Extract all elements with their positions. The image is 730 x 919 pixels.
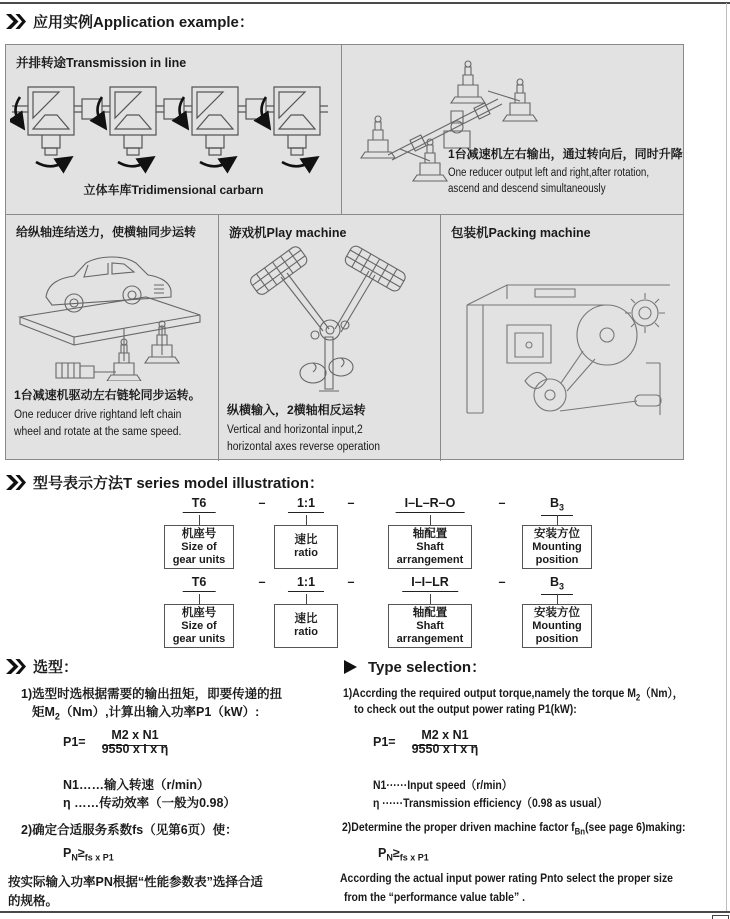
- connector-tick: [430, 594, 431, 604]
- play-caption-en2: horizontal axes reverse operation: [227, 441, 381, 453]
- model-ratio-code: 1:1: [288, 496, 324, 513]
- play-caption-zh: 纵横输入，2横轴相反运转: [227, 403, 366, 417]
- section-title: 选型：: [33, 659, 79, 676]
- connector-tick: [430, 515, 431, 525]
- cell-title: 给纵轴连结送力，使横轴同步运转: [16, 225, 197, 239]
- model-code-row-2: [0, 575, 730, 653]
- double-chevron-icon: [6, 475, 26, 490]
- play-machine-diagram: [249, 245, 409, 395]
- bottom-rule: [0, 911, 730, 913]
- en-item1-line1: 1)Accrding the required output torque,namely the torque $M_2(Nm)$，: [343, 686, 684, 703]
- application-examples-table: [5, 44, 684, 460]
- chain-caption-zh: 1台减速机驱动左右链轮同步运转。: [14, 388, 201, 402]
- lift-caption-en1: One reducer output left and right,after rotation,: [448, 167, 650, 179]
- section-title: Type selection：: [368, 659, 487, 676]
- zh-eta-line: η ……传动效率（一般为0.98）: [63, 796, 236, 810]
- cell-play-machine: [219, 215, 441, 461]
- cell-title: 并排转途Transmission in line: [16, 56, 187, 70]
- zh-pn-condition: $P_N\ge_{fs x P1}$: [63, 846, 114, 863]
- triangle-icon: [343, 660, 358, 674]
- model-mount-code: $B_3$: [541, 496, 573, 516]
- code-dash: –: [258, 575, 266, 589]
- section-title: 型号表示方法T series model illustration：: [33, 475, 324, 492]
- code-dash: –: [498, 575, 506, 589]
- cell-chain-drive: [6, 215, 219, 461]
- en-item2: 2)Determine the proper driven machine factor $f_{Bn}(see$ page 6)making:: [342, 820, 686, 837]
- page-corner-tab: [712, 915, 729, 919]
- en-item1-line2: to check out the output power rating P1(kW):: [354, 702, 577, 716]
- model-shaft-code: I–I–LR: [402, 575, 458, 592]
- chain-caption-en1: One reducer drive rightand left chain: [14, 409, 182, 421]
- model-mount-code: $B_3$: [541, 575, 573, 595]
- type-selection-zh-header: [6, 656, 78, 677]
- chain-caption-en2: wheel and rotate at the same speed.: [14, 426, 182, 438]
- ratio-box: 速比 ratio: [274, 604, 338, 648]
- type-selection-en-header: [343, 656, 486, 677]
- application-example-header: [6, 11, 254, 32]
- zh-item1-line2: 矩$M_2(Nm)$,计算出输入功率P1（kW）:: [32, 705, 260, 722]
- zh-final-line2: 的规格。: [8, 894, 59, 908]
- model-size-code: T6: [183, 575, 216, 592]
- right-rule: [726, 3, 727, 912]
- model-size-code: T6: [183, 496, 216, 513]
- cell-transmission-in-line: [6, 45, 342, 214]
- zh-item1-line1: 1)选型时选根据需要的输出扭矩，即要传递的扭: [21, 687, 283, 701]
- mount-box: 安装方位 Mounting position: [522, 525, 592, 569]
- model-illustration-header: [6, 472, 324, 493]
- en-pn-condition: $P_N\ge_{fs x P1}$: [378, 846, 429, 863]
- zh-final-line1: 按实际输入功率PN根据“性能参数表”选择合适: [8, 875, 263, 889]
- car-lift-diagram: [12, 251, 210, 381]
- model-code-row-1: [0, 496, 730, 574]
- double-chevron-icon: [6, 659, 26, 674]
- cell-title: 包装机Packing machine: [451, 226, 591, 240]
- connector-tick: [199, 515, 200, 525]
- connector-tick: [306, 515, 307, 525]
- zh-power-formula: P1= M2 x N1 9550 x I x η: [63, 728, 169, 756]
- connector-tick: [557, 594, 558, 604]
- en-power-formula: P1= M2 x N1 9550 x I x η: [373, 728, 479, 756]
- cell-caption: 立体车库Tridimensional carbarn: [83, 183, 264, 197]
- shaft-box: 轴配置 Shaft arrangement: [388, 604, 472, 648]
- zh-n1-line: N1……输入转速（r/min）: [63, 778, 210, 792]
- top-rule: [0, 2, 730, 4]
- connector-tick: [199, 594, 200, 604]
- packing-machine-diagram: [455, 263, 680, 428]
- code-dash: –: [347, 496, 355, 510]
- zh-item2: 2)确定合适服务系数fs（见第6页）使：: [21, 823, 238, 837]
- connector-tick: [306, 594, 307, 604]
- en-n1-line: N1······Input speed（r/min）: [373, 778, 513, 792]
- ratio-box: 速比 ratio: [274, 525, 338, 569]
- en-eta-line: η ······Transmission efficiency（0.98 as usual）: [373, 796, 608, 810]
- shaft-box: 轴配置 Shaft arrangement: [388, 525, 472, 569]
- double-chevron-icon: [6, 14, 26, 29]
- model-ratio-code: 1:1: [288, 575, 324, 592]
- mount-box: 安装方位 Mounting position: [522, 604, 592, 648]
- cell-packing-machine: [441, 215, 683, 461]
- size-box: 机座号 Size of gear units: [164, 525, 234, 569]
- lift-caption-zh: 1台减速机左右输出，通过转向后，同时升降: [448, 147, 683, 161]
- transmission-in-line-diagram: [10, 85, 336, 177]
- cell-lift-system: [342, 45, 683, 214]
- size-box: 机座号 Size of gear units: [164, 604, 234, 648]
- code-dash: –: [347, 575, 355, 589]
- en-final-line1: According the actual input power rating Pnto select the proper size: [340, 871, 673, 885]
- connector-tick: [557, 515, 558, 525]
- en-final-line2: from the “performance value table” .: [344, 890, 526, 904]
- section-title: 应用实例Application example：: [33, 14, 254, 31]
- lift-caption-en2: ascend and descend simultaneously: [448, 183, 606, 195]
- code-dash: –: [258, 496, 266, 510]
- play-caption-en1: Vertical and horizontal input,2: [227, 424, 363, 436]
- cell-title: 游戏机Play machine: [229, 226, 347, 240]
- code-dash: –: [498, 496, 506, 510]
- model-shaft-code: I–L–R–O: [396, 496, 465, 513]
